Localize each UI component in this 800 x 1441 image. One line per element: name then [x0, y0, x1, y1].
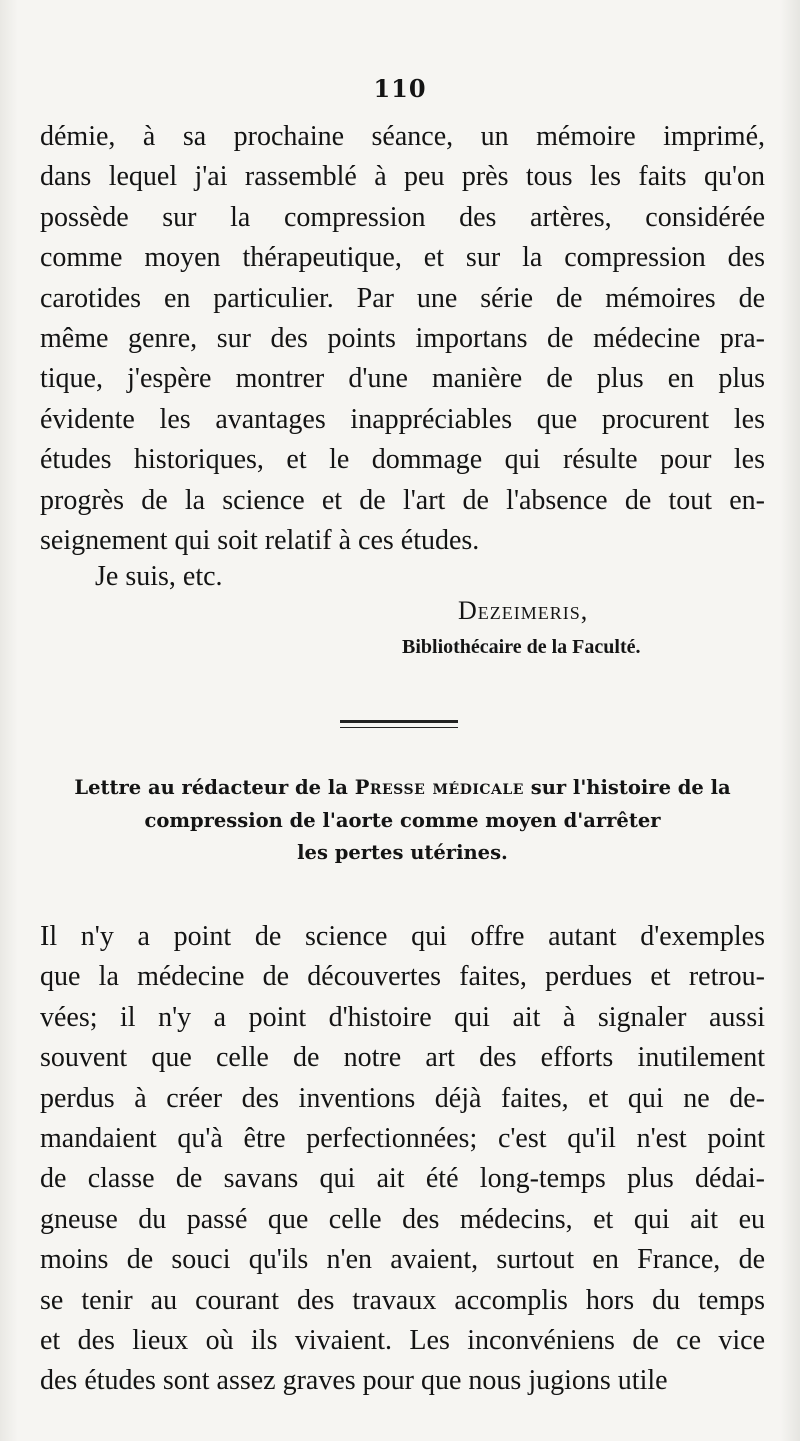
text-line: souvent que celle de notre art des efforts inutilement [40, 1042, 765, 1074]
heading-line-1-start: Lettre au rédacteur de la [74, 776, 355, 799]
text-line: vées; il n'y a point d'histoire qui ait à signaler aussi [40, 1001, 765, 1033]
text-line: seignement qui soit relatif à ces études. [40, 525, 480, 557]
text-line: et des lieux où ils vivaient. Les inconvéniens de ce vice [40, 1325, 765, 1357]
text-line: se tenir au courant des travaux accomplis hors du temps [40, 1284, 765, 1316]
text-line: possède sur la compression des artères, considérée [40, 201, 765, 233]
closing-formula: Je suis, etc. [95, 561, 223, 592]
letter-heading [40, 772, 765, 870]
text-line: de classe de savans qui ait été long-temps plus dédai- [40, 1163, 765, 1195]
text-line: évidente les avantages inappréciables que procurent les [40, 403, 765, 435]
text-line: perdus à créer des inventions déjà faites, et qui ne de- [40, 1082, 765, 1114]
heading-line-1-end: sur l'histoire de la [523, 776, 731, 799]
text-line: mandaient qu'à être perfectionnées; c'est qu'il n'est point [40, 1123, 765, 1155]
text-line: carotides en particulier. Par une série de mémoires de [40, 282, 765, 314]
heading-line-3: les pertes utérines. [297, 841, 508, 864]
text-line: démie, à sa prochaine séance, un mémoire imprimé, [40, 121, 765, 152]
body-text-bottom [40, 917, 765, 1402]
text-line: même genre, sur des points importans de médecine pra- [40, 323, 765, 355]
heading-line-1 [40, 772, 765, 805]
text-line: moins de souci qu'ils n'en avaient, surtout en France, de [40, 1244, 765, 1276]
text-line: comme moyen thérapeutique, et sur la compression des [40, 242, 765, 274]
text-line: Il n'y a point de science qui offre autant d'exemples [40, 921, 765, 952]
heading-line-2: compression de l'aorte comme moyen d'arrêter [144, 808, 661, 832]
text-line: progrès de la science et de l'art de l'absence de tout en- [40, 484, 765, 516]
page-number: 110 [373, 74, 427, 103]
text-line: dans lequel j'ai rassemblé à peu près tous les faits qu'on [40, 161, 765, 193]
text-line: tique, j'espère montrer d'une manière de plus en plus [40, 363, 765, 395]
body-text-top [40, 117, 765, 561]
text-line: des études sont assez graves pour que nous jugions utile [40, 1365, 668, 1397]
section-divider [340, 720, 458, 728]
signature-name: Dezeimeris, [458, 596, 589, 625]
text-line: que la médecine de découvertes faites, perdues et retrou- [40, 961, 765, 993]
signature-title: Bibliothécaire de la Faculté. [402, 636, 641, 658]
text-line: études historiques, et le dommage qui résulte pour les [40, 444, 765, 476]
journal-name: Presse médicale [354, 776, 524, 799]
text-line: gneuse du passé que celle des médecins, et qui ait eu [40, 1203, 765, 1235]
